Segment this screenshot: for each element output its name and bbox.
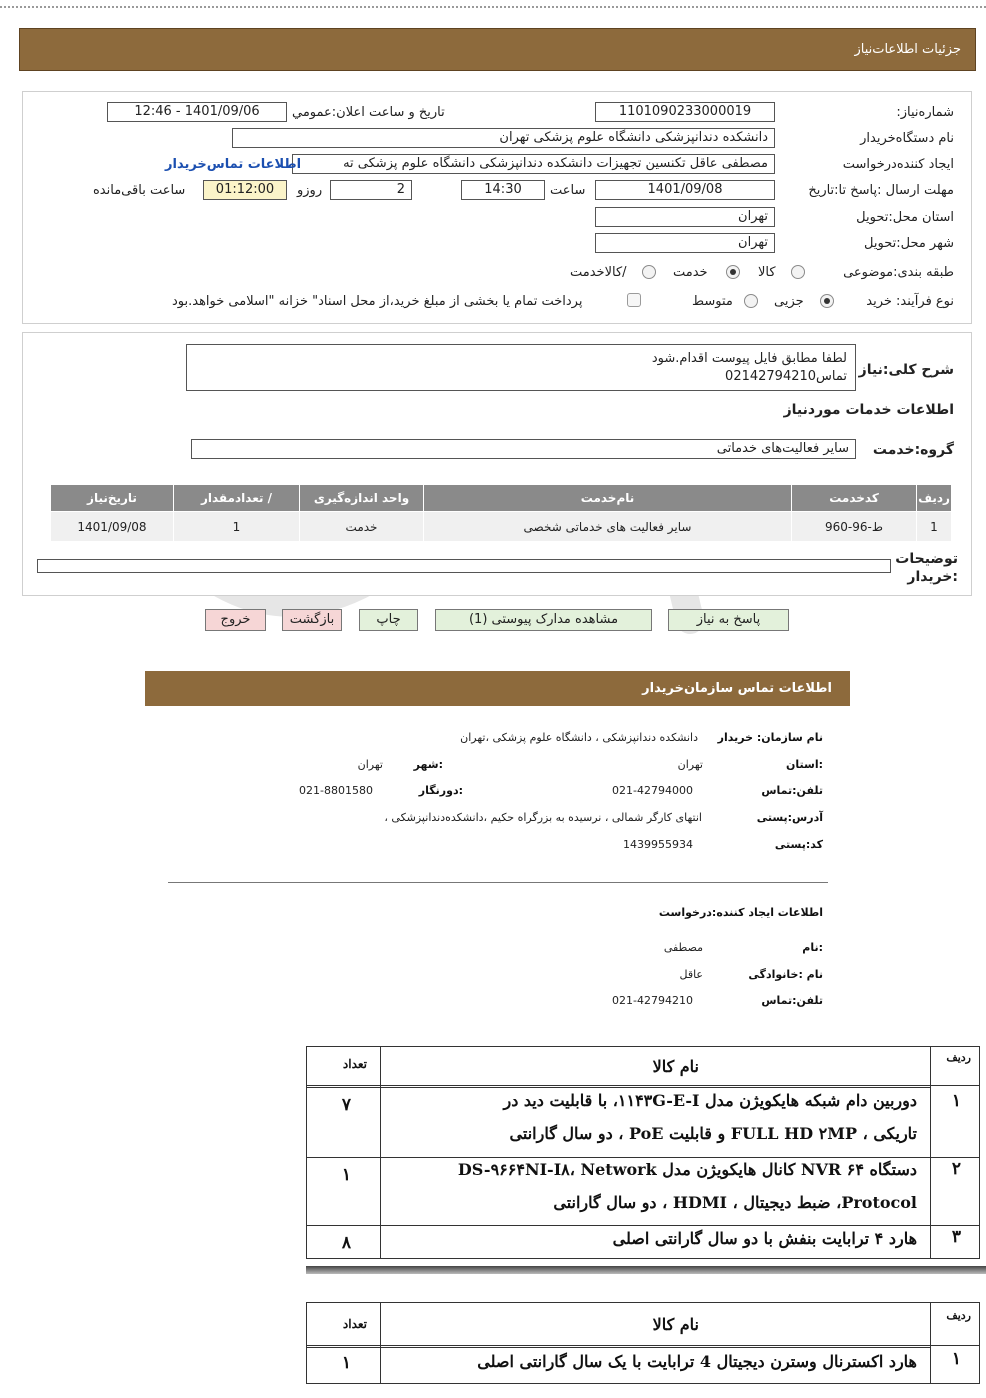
buyer-field: دانشکده دندانپزشکی دانشگاه علوم پزشکی تهران [232, 128, 775, 148]
doc1-row2-line1: دستگاه NVR ۶۴ کانال هایکویژن مدل DS-۹۶۶۴NI-I۸، Network [457, 1160, 917, 1179]
cell-row: 1 [917, 512, 952, 542]
doc2-header-row: ردیف [946, 1309, 971, 1322]
contact-city-value: تهران [357, 758, 383, 771]
phone-label: تلفن:تماس [761, 784, 823, 797]
doc1-row1-qty: ۷ [341, 1095, 351, 1115]
doc1-row2-line2: Protocol، ضبط دیجیتال ، HDMI ، دو سال گارانتی [553, 1193, 917, 1212]
doc1-row3-line1: هارد ۴ ترابایت بنفش با دو سال گارانتی اصلی [612, 1229, 917, 1248]
contact-province-label: :استان [786, 758, 823, 771]
col-unit: واحد اندازه‌گیری [300, 485, 424, 512]
doc1-header-name: نام کالا [652, 1057, 699, 1076]
services-table [50, 484, 952, 542]
summary-box [186, 344, 856, 391]
fax-value: 021-8801580 [299, 784, 373, 797]
days-label: روزو [297, 183, 323, 198]
org-value: دانشکده دندانپزشکی ، دانشگاه علوم پزشکی ،تهران [460, 731, 698, 744]
first-name-value: مصطفی [663, 941, 703, 954]
deadline-time-field: 14:30 [461, 180, 545, 200]
buyer-label: نام دستگاه‌خریدار [860, 131, 954, 146]
remaining-time-field: 01:12:00 [203, 180, 287, 200]
last-name-value: عاقل [679, 968, 703, 981]
process-partial-radio[interactable] [820, 294, 834, 308]
services-title: اطلاعات خدمات موردنیاز [783, 402, 954, 418]
category-goods-service-label: /کالاخدمت [570, 265, 627, 280]
summary-label: شرح کلی:نیاز [858, 362, 954, 378]
summary-line-2: تماس02142794210 [725, 369, 847, 384]
doc2-row1-num: ۱ [951, 1349, 961, 1369]
category-service-radio[interactable] [726, 265, 740, 279]
process-medium-radio[interactable] [744, 294, 758, 308]
contact-header [145, 671, 850, 706]
group-label: گروه:خدمت [872, 442, 954, 458]
need-number-label: شماره‌نیاز: [896, 105, 954, 120]
goods-table-1 [306, 1046, 980, 1259]
cell-date: 1401/09/08 [51, 512, 174, 542]
back-button[interactable]: بازگشت [282, 609, 342, 631]
postal-value: 1439955934 [623, 838, 693, 851]
print-button[interactable]: چاپ [359, 609, 418, 631]
contact-city-label: :شهر [413, 758, 443, 771]
time-label: ساعت [550, 183, 586, 198]
buyer-notes-label-2: :خریدار [907, 569, 958, 585]
group-field: سایر فعالیت‌های خدماتی [191, 439, 856, 459]
process-partial-label: جزیی [774, 294, 804, 309]
days-field: 2 [330, 180, 412, 200]
process-label: نوع فرآیند: خرید [866, 294, 954, 309]
doc1-header-row: ردیف [946, 1051, 971, 1064]
phone-value: 021-42794000 [612, 784, 693, 797]
top-dotted-rule [0, 6, 986, 8]
doc1-row1-line2: تاریکی ، FULL HD ۲MP و قابلیت PoE ، دو سال گارانتی [509, 1124, 917, 1143]
first-name-label: :نام [802, 941, 823, 954]
header-title: جزئیات اطلاعات‌نیاز [854, 42, 961, 57]
announce-label: تاریخ و ساعت اعلان:عمومي [292, 105, 445, 120]
reply-button[interactable]: پاسخ به نیاز [668, 609, 789, 631]
col-qty: / تعدادمقدار [174, 485, 300, 512]
deadline-label: مهلت ارسال :پاسخ تا:تاریخ [808, 183, 954, 198]
cell-qty: 1 [174, 512, 300, 542]
doc2-header-name: نام کالا [652, 1315, 699, 1334]
creator-phone-value: 021-42794210 [612, 994, 693, 1007]
treasury-payment-note: پرداخت تمام یا بخشی از مبلغ خرید،از محل اسناد" خزانه "اسلامی خواهد.بود [172, 294, 583, 309]
category-goods-label: کالا [758, 265, 776, 280]
process-medium-label: متوسط [692, 294, 733, 309]
contact-province-value: تهران [677, 758, 703, 771]
contact-divider [168, 882, 828, 883]
doc1-header-qty: تعداد [342, 1057, 367, 1071]
details-panel [22, 91, 972, 324]
deadline-date-field: 1401/09/08 [595, 180, 775, 200]
col-date: تاریخ‌نیاز [51, 485, 174, 512]
creator-field: مصطفی عاقل تکنسین تجهیزات دانشکده دندانپزشکی دانشگاه علوم پزشکی ته [292, 154, 775, 174]
attachments-button[interactable]: مشاهده مدارک پیوستی (1) [435, 609, 652, 631]
doc1-row3-qty: ۸ [341, 1233, 351, 1253]
doc2-header-qty: تعداد [342, 1317, 367, 1331]
cell-name: سایر فعالیت های خدماتی شخصی [424, 512, 792, 542]
buyer-notes-label-1: توضیحات [895, 551, 958, 567]
doc2-row1-line1: هارد اکسترنال وسترن دیجیتال 4 ترابایت با یک سال گارانتی اصلی [477, 1352, 917, 1371]
summary-line-1: لطفا مطابق فایل پیوست اقدام.شود [651, 351, 847, 366]
category-goods-service-radio[interactable] [642, 265, 656, 279]
doc1-row1-line1: دوربین دام شبکه هایکویژن مدل ۱۱۴۳G-E-I، با قابلیت دید در [503, 1091, 917, 1110]
category-goods-radio[interactable] [791, 265, 805, 279]
category-label: طبقه بندی:موضوعی [843, 265, 954, 280]
doc1-row2-qty: ۱ [341, 1165, 351, 1185]
services-table-header [51, 485, 952, 512]
col-row: ردیف [917, 485, 952, 512]
buyer-notes-field [37, 559, 891, 573]
goods-table-2 [306, 1302, 980, 1384]
page-header [19, 28, 976, 71]
announce-field: 1401/09/06 - 12:46 [107, 102, 287, 122]
exit-button[interactable]: خروج [205, 609, 266, 631]
col-name: نام‌خدمت [424, 485, 792, 512]
col-code: کدخدمت [792, 485, 917, 512]
creator-phone-label: تلفن:تماس [761, 994, 823, 1007]
address-value: انتهای کارگر شمالی ، نرسیده به بزرگراه حکیم ،دانشکده‌دندانپزشکی ، [384, 811, 702, 824]
city-label: شهر محل:تحویل [864, 236, 954, 251]
need-number-field: 1101090233000019 [595, 102, 775, 122]
doc1-row3-num: ۳ [951, 1227, 961, 1247]
buyer-contact-link[interactable]: اطلاعات تماس‌خریدار [165, 157, 302, 172]
table-row [51, 512, 952, 542]
contact-title: اطلاعات تماس سازمان‌خریدار [642, 681, 832, 696]
postal-label: کد:پستی [774, 838, 823, 851]
fax-label: :دورنگار [418, 784, 463, 797]
cell-code: ط-96-960 [792, 512, 917, 542]
org-label: نام سازمان: خریدار [717, 731, 823, 744]
category-service-label: خدمت [673, 265, 708, 280]
doc1-row2-num: ۲ [951, 1159, 961, 1179]
creator-title: اطلاعات ایجاد کننده:درخواست [658, 906, 823, 919]
remaining-label: ساعت باقی‌مانده [93, 183, 186, 198]
doc2-row1-qty: ۱ [341, 1353, 351, 1373]
last-name-label: نام :خانوادگی [748, 968, 823, 981]
province-field: تهران [595, 207, 775, 227]
cell-unit: خدمت [300, 512, 424, 542]
creator-label: ایجاد کننده‌درخواست [842, 157, 954, 172]
province-label: استان محل:تحویل [856, 210, 954, 225]
address-label: آدرس:پستی [756, 811, 823, 824]
treasury-payment-checkbox[interactable] [627, 293, 641, 307]
city-field: تهران [595, 233, 775, 253]
scan-artifact-bar [306, 1266, 986, 1274]
doc1-row1-num: ۱ [951, 1091, 961, 1111]
